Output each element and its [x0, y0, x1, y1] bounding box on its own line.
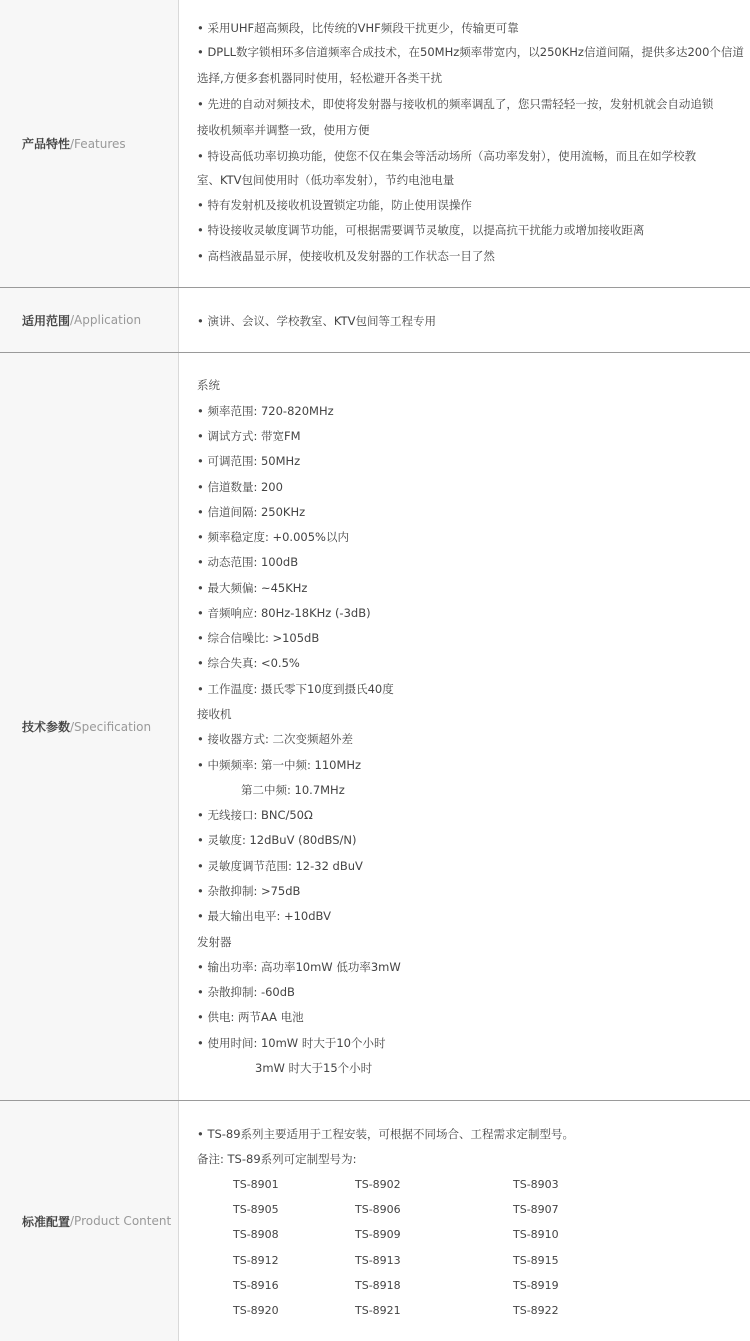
spec-heading-transmitter: 发射器 — [197, 935, 232, 949]
application-line: • 演讲、会议、学校教室、KTV包间等工程专用 — [197, 314, 436, 328]
features-label-en: /Features — [70, 136, 126, 151]
model-cell: TS-8921 — [355, 1304, 401, 1317]
specification-content — [179, 353, 750, 1100]
model-cell: TS-8918 — [355, 1279, 401, 1292]
model-cell: TS-8901 — [233, 1178, 279, 1191]
spec-line: • 动态范围: 100dB — [197, 555, 299, 569]
application-label — [0, 288, 179, 352]
model-cell: TS-8912 — [233, 1254, 279, 1267]
product-content-note: 备注: TS-89系列可定制型号为: — [197, 1152, 357, 1166]
spec-line: • 杂散抑制: >75dB — [197, 884, 301, 898]
application-label-en: /Application — [70, 313, 142, 327]
feature-line: • DPLL数字锁相环多信道频率合成技术，在50MHz频率带宽内，以250KHz信道间隔，提供多达200个信道 — [197, 45, 744, 59]
model-cell: TS-8919 — [513, 1279, 559, 1292]
application-content — [179, 288, 750, 352]
product-content-content — [179, 1101, 750, 1341]
spec-line: • 输出功率: 高功率10mW 低功率3mW — [197, 960, 401, 974]
feature-line: • 高档液晶显示屏，使接收机及发射器的工作状态一目了然 — [197, 249, 495, 263]
model-cell: TS-8913 — [355, 1254, 401, 1267]
spec-line: • 频率稳定度: +0.005%以内 — [197, 530, 349, 544]
spec-line: • 杂散抑制: -60dB — [197, 985, 295, 999]
features-section — [0, 0, 750, 287]
product-content-label — [0, 1101, 179, 1341]
model-cell: TS-8922 — [513, 1304, 559, 1317]
spec-line: • 频率范围: 720-820MHz — [197, 404, 334, 418]
feature-line: 接收机频率并调整一致，使用方便 — [197, 123, 370, 137]
model-cell: TS-8902 — [355, 1178, 401, 1191]
spec-line: • 供电: 两节AA 电池 — [197, 1010, 304, 1024]
model-cell: TS-8916 — [233, 1279, 279, 1292]
model-cell: TS-8910 — [513, 1228, 559, 1241]
spec-line: • 使用时间: 10mW 时大于10个小时 — [197, 1036, 386, 1050]
spec-line: • 调试方式: 带宽FM — [197, 429, 301, 443]
application-label-cn: 适用范围 — [22, 313, 71, 328]
spec-line: • 灵敏度调节范围: 12-32 dBuV — [197, 859, 363, 873]
feature-line: • 采用UHF超高频段，比传统的VHF频段干扰更少，传输更可靠 — [197, 21, 519, 35]
spec-line: • 最大输出电平: +10dBV — [197, 909, 331, 923]
model-cell: TS-8915 — [513, 1254, 559, 1267]
feature-line: • 特有发射机及接收机设置锁定功能，防止使用误操作 — [197, 198, 472, 212]
specification-label-en: /Specification — [70, 719, 152, 734]
spec-line: 3mW 时大于15个小时 — [255, 1061, 373, 1075]
application-section — [0, 288, 750, 352]
spec-heading-system: 系统 — [197, 378, 220, 392]
feature-line: • 特设接收灵敏度调节功能，可根据需要调节灵敏度，以提高抗干扰能力或增加接收距离 — [197, 223, 645, 237]
spec-line: • 无线接口: BNC/50Ω — [197, 808, 313, 822]
spec-line: • 灵敏度: 12dBuV (80dBS/N) — [197, 833, 357, 847]
spec-line: • 接收器方式: 二次变频超外差 — [197, 732, 353, 746]
model-cell: TS-8903 — [513, 1178, 559, 1191]
model-cell: TS-8907 — [513, 1203, 559, 1216]
spec-line: • 信道间隔: 250KHz — [197, 505, 306, 519]
spec-line: 第二中频: 10.7MHz — [241, 783, 345, 797]
features-label-cn: 产品特性 — [22, 137, 71, 151]
features-content — [179, 0, 750, 287]
feature-line: 室、KTV包间使用时（低功率发射），节约电池电量 — [197, 173, 455, 187]
product-content-intro: • TS-89系列主要适用于工程安装，可根据不同场合、工程需求定制型号。 — [197, 1127, 575, 1141]
product-content-label-cn: 标准配置 — [22, 1214, 71, 1229]
feature-line: • 先进的自动对频技术，即使将发射器与接收机的频率调乱了，您只需轻轻一按，发射机就会自动追锁 — [197, 97, 714, 111]
features-label — [0, 0, 179, 287]
feature-line: • 特设高低功率切换功能，使您不仅在集会等活动场所（高功率发射），使用流畅，而且在如学校教 — [197, 149, 697, 163]
specification-label-cn: 技术参数 — [22, 720, 71, 734]
specification-section — [0, 353, 750, 1100]
model-cell: TS-8909 — [355, 1228, 401, 1241]
spec-line: • 综合信噪比: >105dB — [197, 631, 320, 645]
spec-line: • 工作温度: 摄氏零下10度到摄氏40度 — [197, 682, 394, 696]
feature-line: 选择,方便多套机器同时使用，轻松避开各类干扰 — [197, 71, 443, 85]
spec-line: • 信道数量: 200 — [197, 480, 283, 494]
spec-line: • 中频频率: 第一中频: 110MHz — [197, 758, 362, 772]
model-cell: TS-8905 — [233, 1203, 279, 1216]
spec-line: • 最大频偏: ~45KHz — [197, 581, 308, 595]
specification-label — [0, 353, 179, 1100]
product-content-label-en: /Product Content — [70, 1214, 172, 1228]
model-cell: TS-8908 — [233, 1228, 279, 1241]
spec-line: • 音频响应: 80Hz-18KHz (-3dB) — [197, 606, 371, 620]
spec-heading-receiver: 接收机 — [197, 707, 232, 721]
product-content-section — [0, 1101, 750, 1341]
model-cell: TS-8906 — [355, 1203, 401, 1216]
spec-line: • 可调范围: 50MHz — [197, 454, 301, 468]
spec-line: • 综合失真: <0.5% — [197, 656, 300, 670]
model-cell: TS-8920 — [233, 1304, 279, 1317]
